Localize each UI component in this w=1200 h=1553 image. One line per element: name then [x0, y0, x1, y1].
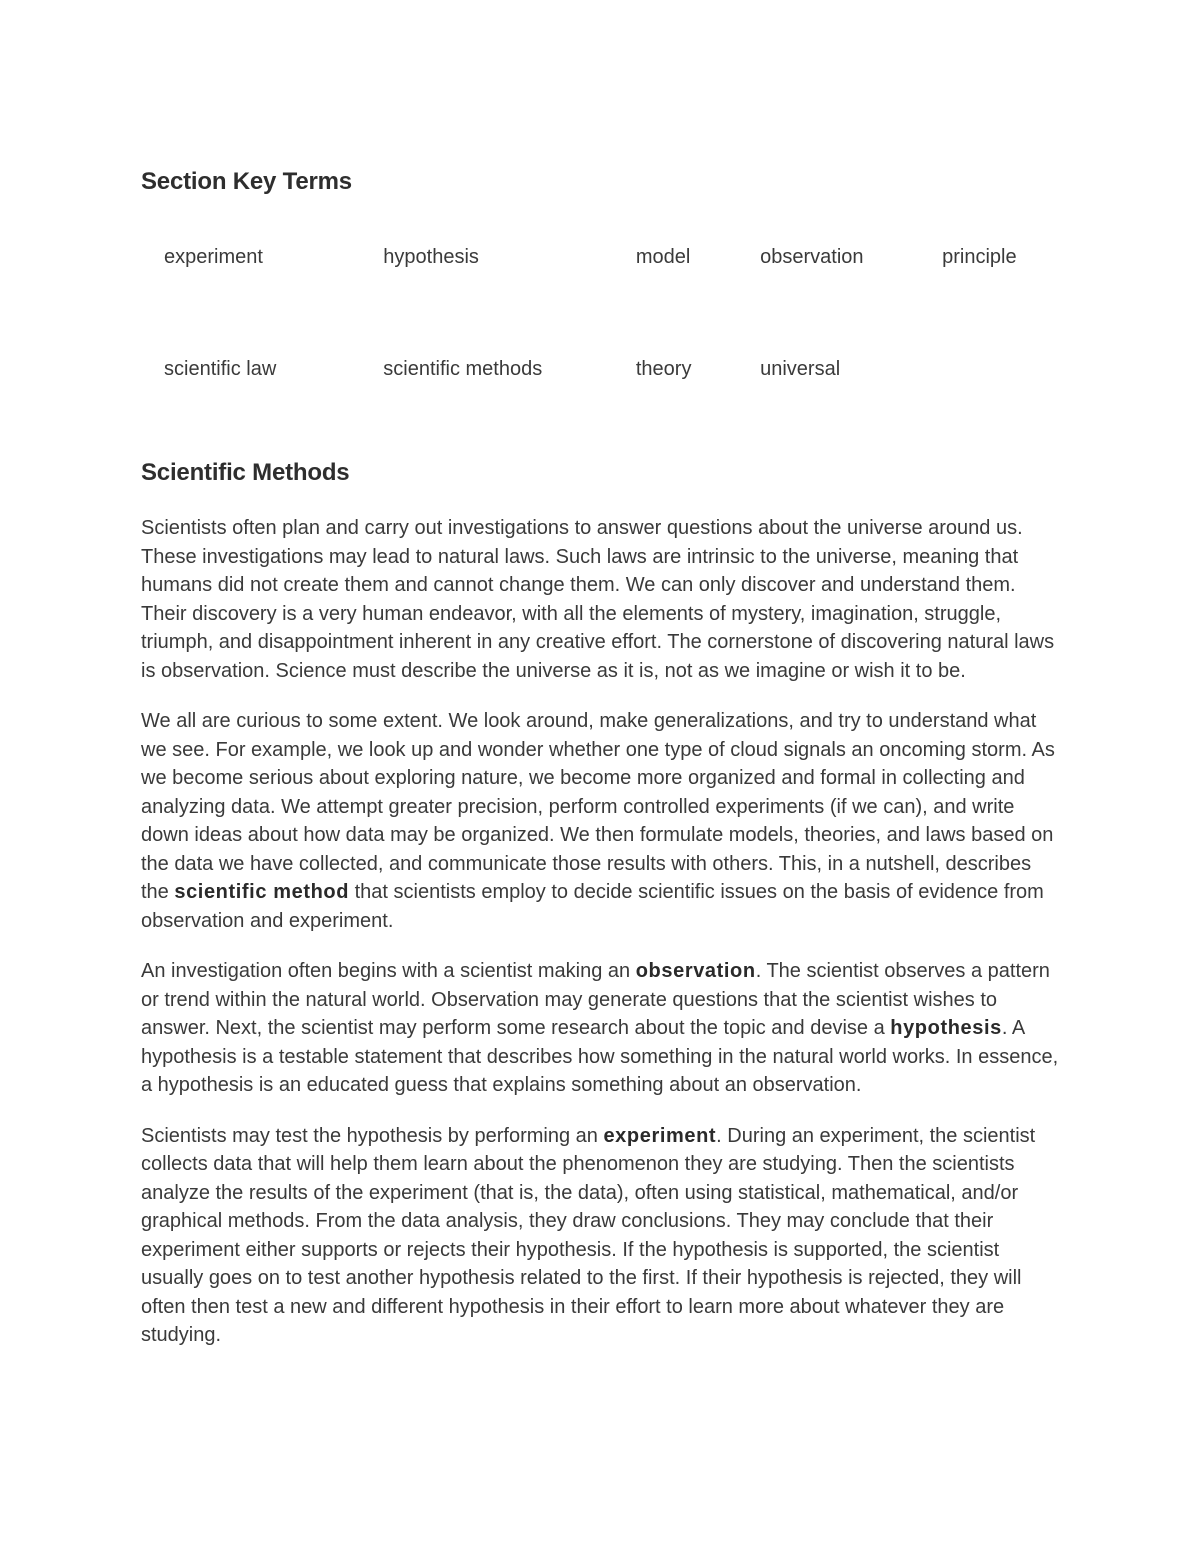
key-terms-heading: Section Key Terms: [141, 168, 352, 195]
term-scientific-method: scientific method: [174, 881, 350, 903]
paragraph-text: . The scientist observes a pattern or trend within the natural world. Observation may generate questions that the scientist wishes to answer. Next, the scientist may perform some research about the topic and devise a: [141, 960, 1050, 1039]
paragraph-text: Scientists may test the hypothesis by performing an: [141, 1124, 604, 1147]
key-term: universal: [760, 358, 841, 380]
key-term: experiment: [164, 246, 263, 268]
article-body: [141, 514, 1061, 1372]
term-observation: observation: [635, 960, 756, 982]
paragraph-3: [141, 957, 1061, 1100]
key-term: observation: [760, 246, 864, 268]
paragraph-text: . During an experiment, the scientist collects data that will help them learn about the phenomenon they are studying. Then the scientists analyze the results of the experiment (that is, the data), often using statistical, mathematical, and/or graphical methods. From the data analysis, they draw conclusions. They may conclude that their experiment either supports or rejects their hypothesis. If the hypothesis is supported, the scientist usually goes on to test another hypothesis related to the first. If their hypothesis is rejected, they will often then test a new and different hypothesis in their effort to learn more about whatever they are studying.: [141, 1124, 1036, 1346]
paragraph-2: [141, 707, 1061, 935]
key-term: hypothesis: [383, 246, 479, 268]
key-term: model: [635, 246, 691, 268]
paragraph-text: that scientists employ to decide scientific issues on the basis of evidence from observation and experiment.: [141, 881, 1044, 932]
term-experiment: experiment: [603, 1124, 717, 1147]
term-hypothesis: hypothesis: [890, 1017, 1002, 1039]
paragraph-1: Scientists often plan and carry out investigations to answer questions about the universe around us. These investigations may lead to natural laws. Such laws are intrinsic to the universe, meaning that humans did not create them and cannot change them. We can only discover and understand them. Their discovery is a very human endeavor, with all the elements of mystery, imagination, struggle, triumph, and disappointment inherent in any creative effort. The cornerstone of discovering natural laws is observation. Science must describe the universe as it is, not as we imagine or wish it to be.: [141, 517, 1055, 682]
paragraph-text: . A hypothesis is a testable statement that describes how something in the natural world works. In essence, a hypothesis is an educated guess that explains something about an observation.: [141, 1017, 1059, 1096]
key-term: scientific law: [164, 358, 277, 380]
key-term: principle: [942, 246, 1017, 268]
key-term: theory: [635, 358, 692, 380]
key-terms-table: [141, 246, 1061, 470]
paragraph-text: We all are curious to some extent. We look around, make generalizations, and try to understand what we see. For example, we look up and wonder whether one type of cloud signals an oncoming storm. As we become serious about exploring nature, we become more organized and formal in collecting and analyzing data. We attempt greater precision, perform controlled experiments (if we can), and write down ideas about how data may be organized. We then formulate models, theories, and laws based on the data we have collected, and communicate those results with others. This, in a nutshell, describes the: [141, 710, 1055, 903]
key-terms-row: [141, 358, 1061, 470]
scientific-methods-heading: Scientific Methods: [141, 459, 350, 486]
paragraph-4: [141, 1122, 1061, 1350]
key-term-empty: [942, 358, 1061, 470]
paragraph-text: An investigation often begins with a scientist making an: [141, 960, 636, 982]
key-terms-row: [141, 246, 1061, 358]
key-term: scientific methods: [383, 358, 543, 380]
